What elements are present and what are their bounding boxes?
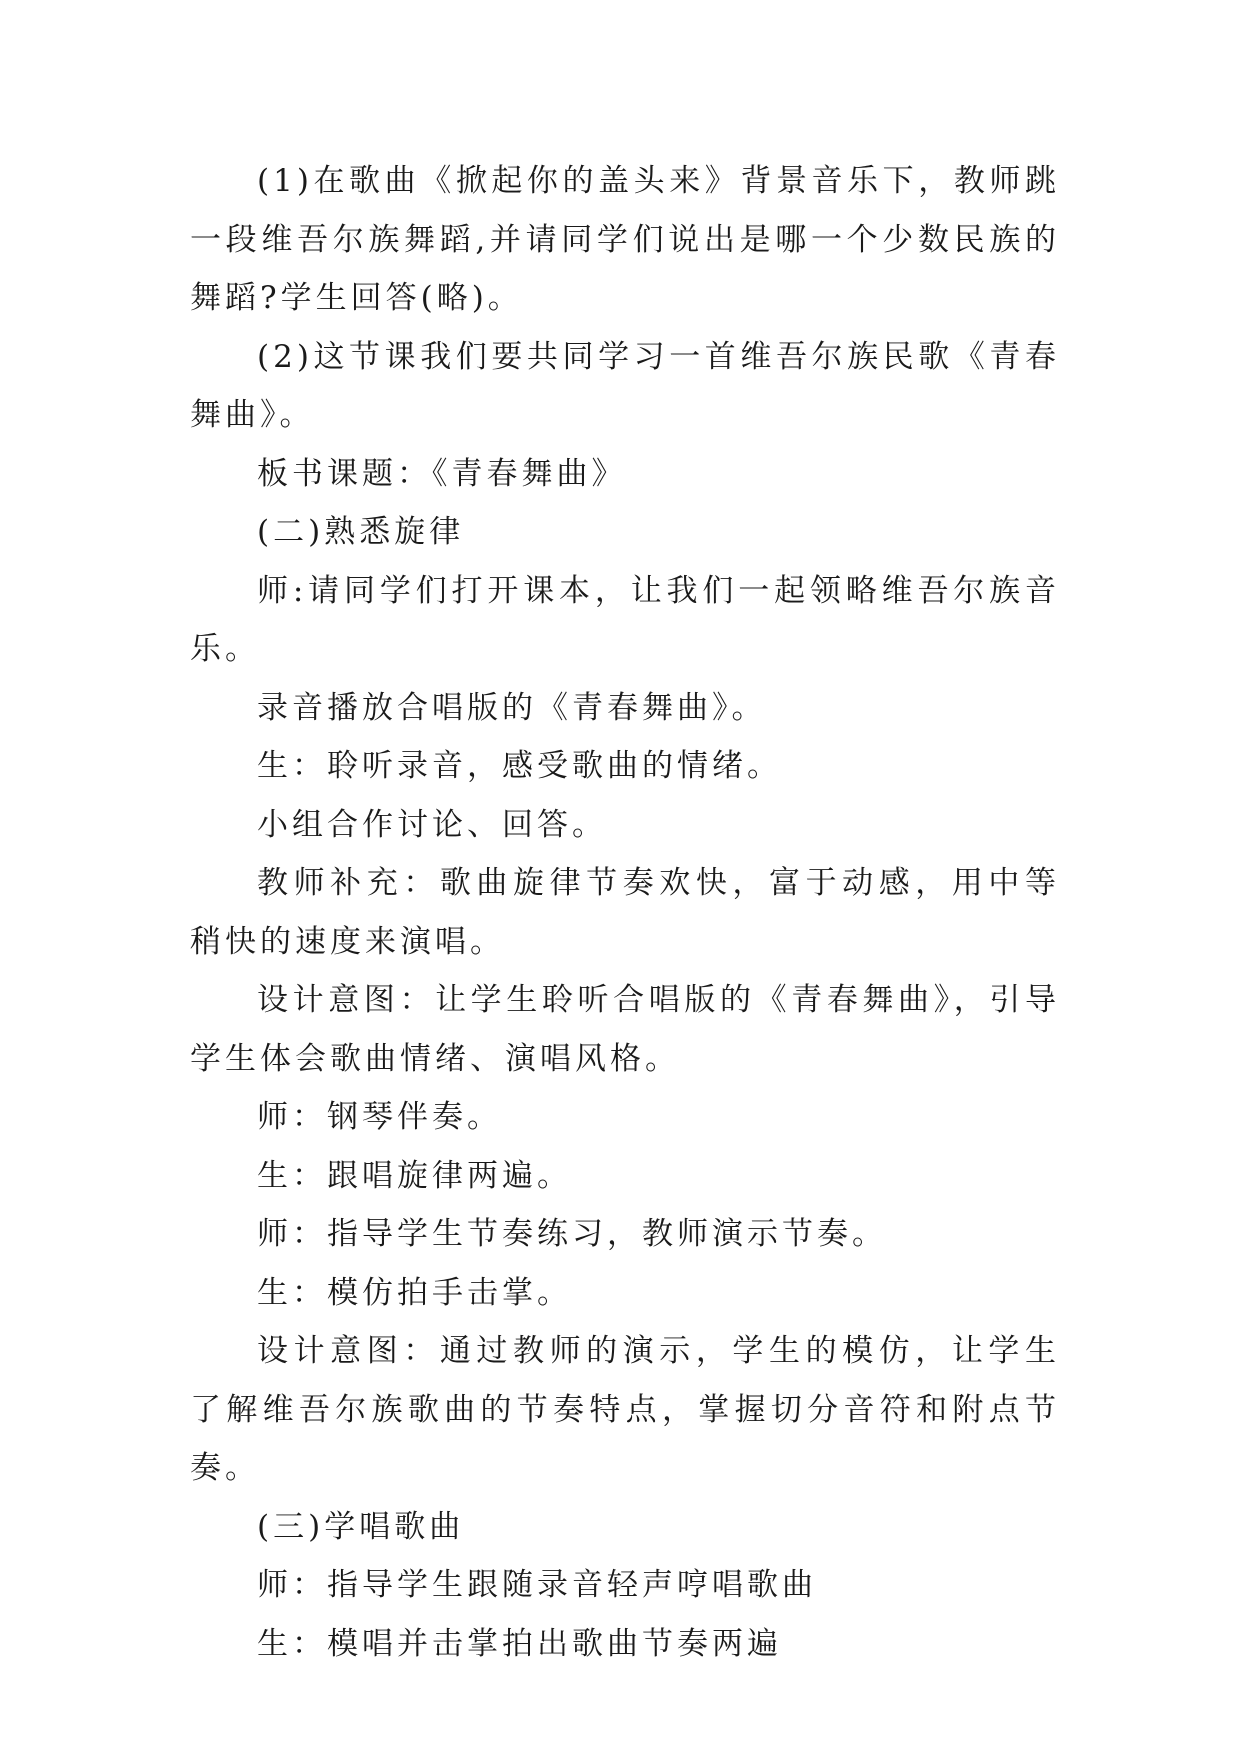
section-heading-learn-song: (三)学唱歌曲 (257, 1508, 465, 1545)
paragraph-play-recording: 录音播放合唱版的《青春舞曲》。 (257, 689, 767, 726)
paragraph-design-intent-1: 设计意图：让学生聆听合唱版的《青春舞曲》，引导学生体会歌曲情绪、演唱风格。 (190, 982, 1060, 1077)
section-heading-familiarize-melody: (二)熟悉旋律 (257, 514, 465, 550)
paragraph-board-title: 板书课题：《青春舞曲》 (257, 455, 627, 492)
paragraph-teacher-rhythm: 师：指导学生节奏练习，教师演示节奏。 (257, 1216, 887, 1252)
paragraph-design-intent-2: 设计意图：通过教师的演示，学生的模仿，让学生了解维吾尔族歌曲的节奏特点，掌握切分音符和附点节奏。 (190, 1333, 1060, 1486)
paragraph-intro-2: (2)这节课我们要共同学习一首维吾尔族民歌《青春舞曲》。 (190, 338, 1060, 433)
paragraph-student-imitate: 生：模唱并击掌拍出歌曲节奏两遍 (257, 1625, 782, 1662)
document-body (190, 152, 1060, 1673)
paragraph-student-clap: 生：模仿拍手击掌。 (257, 1274, 572, 1311)
paragraph-group-discussion: 小组合作讨论、回答。 (257, 806, 607, 843)
paragraph-teacher-hum: 师：指导学生跟随录音轻声哼唱歌曲 (257, 1567, 817, 1603)
paragraph-teacher-piano: 师：钢琴伴奏。 (257, 1099, 502, 1135)
paragraph-student-sing-along: 生：跟唱旋律两遍。 (257, 1157, 572, 1194)
paragraph-teacher-supplement: 教师补充：歌曲旋律节奏欢快，富于动感，用中等稍快的速度来演唱。 (190, 865, 1060, 960)
paragraph-student-listen: 生：聆听录音，感受歌曲的情绪。 (257, 748, 782, 784)
paragraph-intro-1: (1)在歌曲《掀起你的盖头来》背景音乐下，教师跳一段维吾尔族舞蹈,并请同学们说出是哪一个少数民族的舞蹈?学生回答(略)。 (190, 163, 1060, 316)
paragraph-teacher-open-book: 师:请同学们打开课本，让我们一起领略维吾尔族音乐。 (190, 572, 1060, 667)
